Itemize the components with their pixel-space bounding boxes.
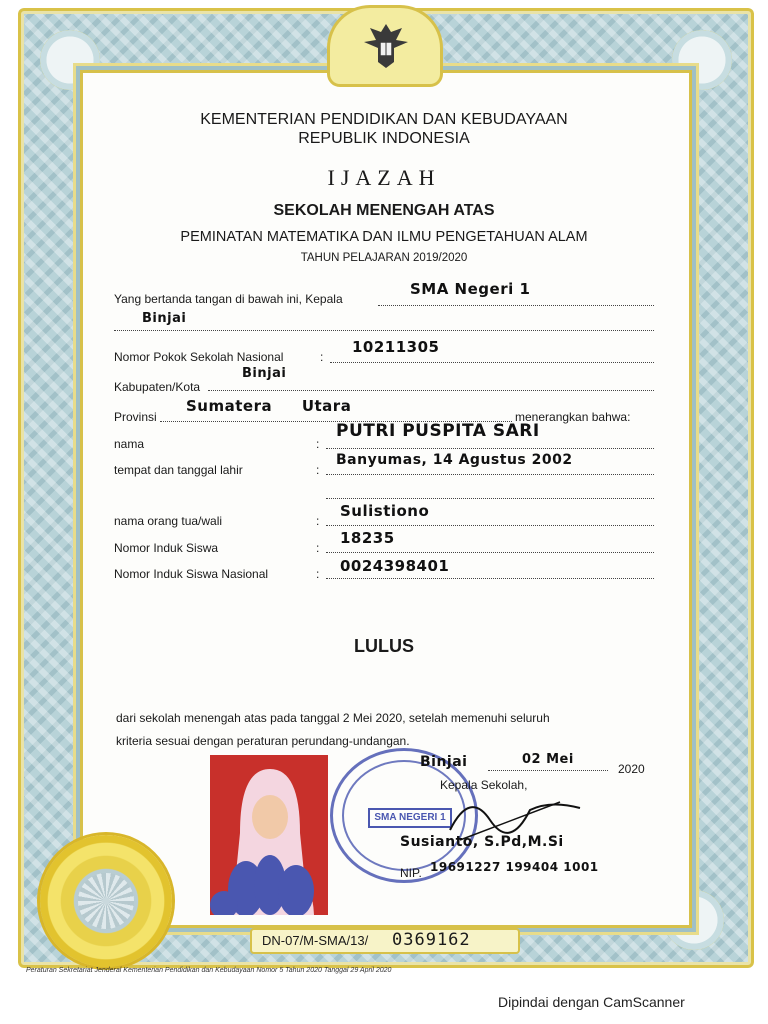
ministry-heading [0,110,768,148]
npsn-colon: : [320,350,324,364]
dotted-line [326,498,654,499]
nip-label: NIP. [400,866,422,880]
dotted-line [114,330,654,331]
sign-year: 2020 [618,762,645,776]
principal-role: Kepala Sekolah, [440,778,528,792]
nip-value: 19691227 199404 1001 [430,860,599,874]
provinsi-label: Provinsi [114,410,157,424]
seal-center [78,873,134,929]
parent-colon: : [316,514,320,528]
parent-value: Sulistiono [340,502,430,520]
dotted-line [378,305,654,306]
result-line-2: kriteria sesuai dengan peraturan perundang-undangan. [116,734,410,748]
document-title: IJAZAH [327,165,441,190]
school-name-value: SMA Negeri 1 [410,280,531,298]
scanner-watermark: Dipindai dengan CamScanner [498,994,685,1010]
dotted-line [326,474,654,475]
npsn-label: Nomor Pokok Sekolah Nasional [114,350,284,364]
npsn-value: 10211305 [352,338,440,356]
ministry-line-2: REPUBLIK INDONESIA [298,130,470,147]
nisn-label: Nomor Induk Siswa Nasional [114,567,269,581]
dotted-line [488,770,608,771]
garuda-emblem-icon [358,18,414,74]
signatory-label: Yang bertanda tangan di bawah ini, Kepala [114,292,343,306]
kabupaten-label: Kabupaten/Kota [114,380,201,394]
academic-year: TAHUN PELAJARAN 2019/2020 [300,252,468,264]
program-name: PEMINATAN MATEMATIKA DAN ILMU PENGETAHUAN ALAM [180,229,588,245]
serial-prefix: DN-07/M-SMA/13/ [262,933,369,948]
nis-value: 18235 [340,529,395,547]
regulation-footnote: Peraturan Sekretariat Jenderal Kementerian Pendidikan dan Kebudayaan Nomor 5 Tahun 2020 Tanggal 29 April 2020 [26,967,392,974]
dotted-line [326,448,654,449]
ttl-value: Banyumas, 14 Agustus 2002 [336,452,573,468]
sign-place: Binjai [420,754,468,770]
stamp-label: SMA NEGERI 1 [368,808,452,828]
dotted-line [330,362,654,363]
kabupaten-value: Binjai [242,366,287,381]
dotted-line [208,390,654,391]
ministry-line-1: KEMENTERIAN PENDIDIKAN DAN KEBUDAYAAN [200,111,568,128]
student-photo [210,755,328,915]
sign-date: 02 Mei [522,752,574,767]
dotted-line [326,525,654,526]
principal-name: Susianto, S.Pd,M.Si [400,834,564,850]
nisn-value: 0024398401 [340,557,450,575]
nis-colon: : [316,541,320,555]
parent-label: nama orang tua/wali [114,514,223,528]
serial-number: 0369162 [392,930,471,950]
graduation-status: LULUS [354,636,414,656]
dotted-line [326,578,654,579]
declares-label: menerangkan bahwa: [515,410,631,424]
dotted-line [326,552,654,553]
school-level: SEKOLAH MENENGAH ATAS [273,202,495,219]
nis-label: Nomor Induk Siswa [114,541,219,555]
result-line-1: dari sekolah menengah atas pada tanggal 2 Mei 2020, setelah memenuhi seluruh [116,711,550,725]
nama-colon: : [316,437,320,451]
provinsi-value: Sumatera Utara [186,397,352,415]
school-city-value: Binjai [142,311,187,326]
nama-value: PUTRI PUSPITA SARI [336,421,540,441]
nisn-colon: : [316,567,320,581]
ttl-label: tempat dan tanggal lahir [114,463,243,477]
nama-label: nama [114,437,145,451]
ttl-colon: : [316,463,320,477]
